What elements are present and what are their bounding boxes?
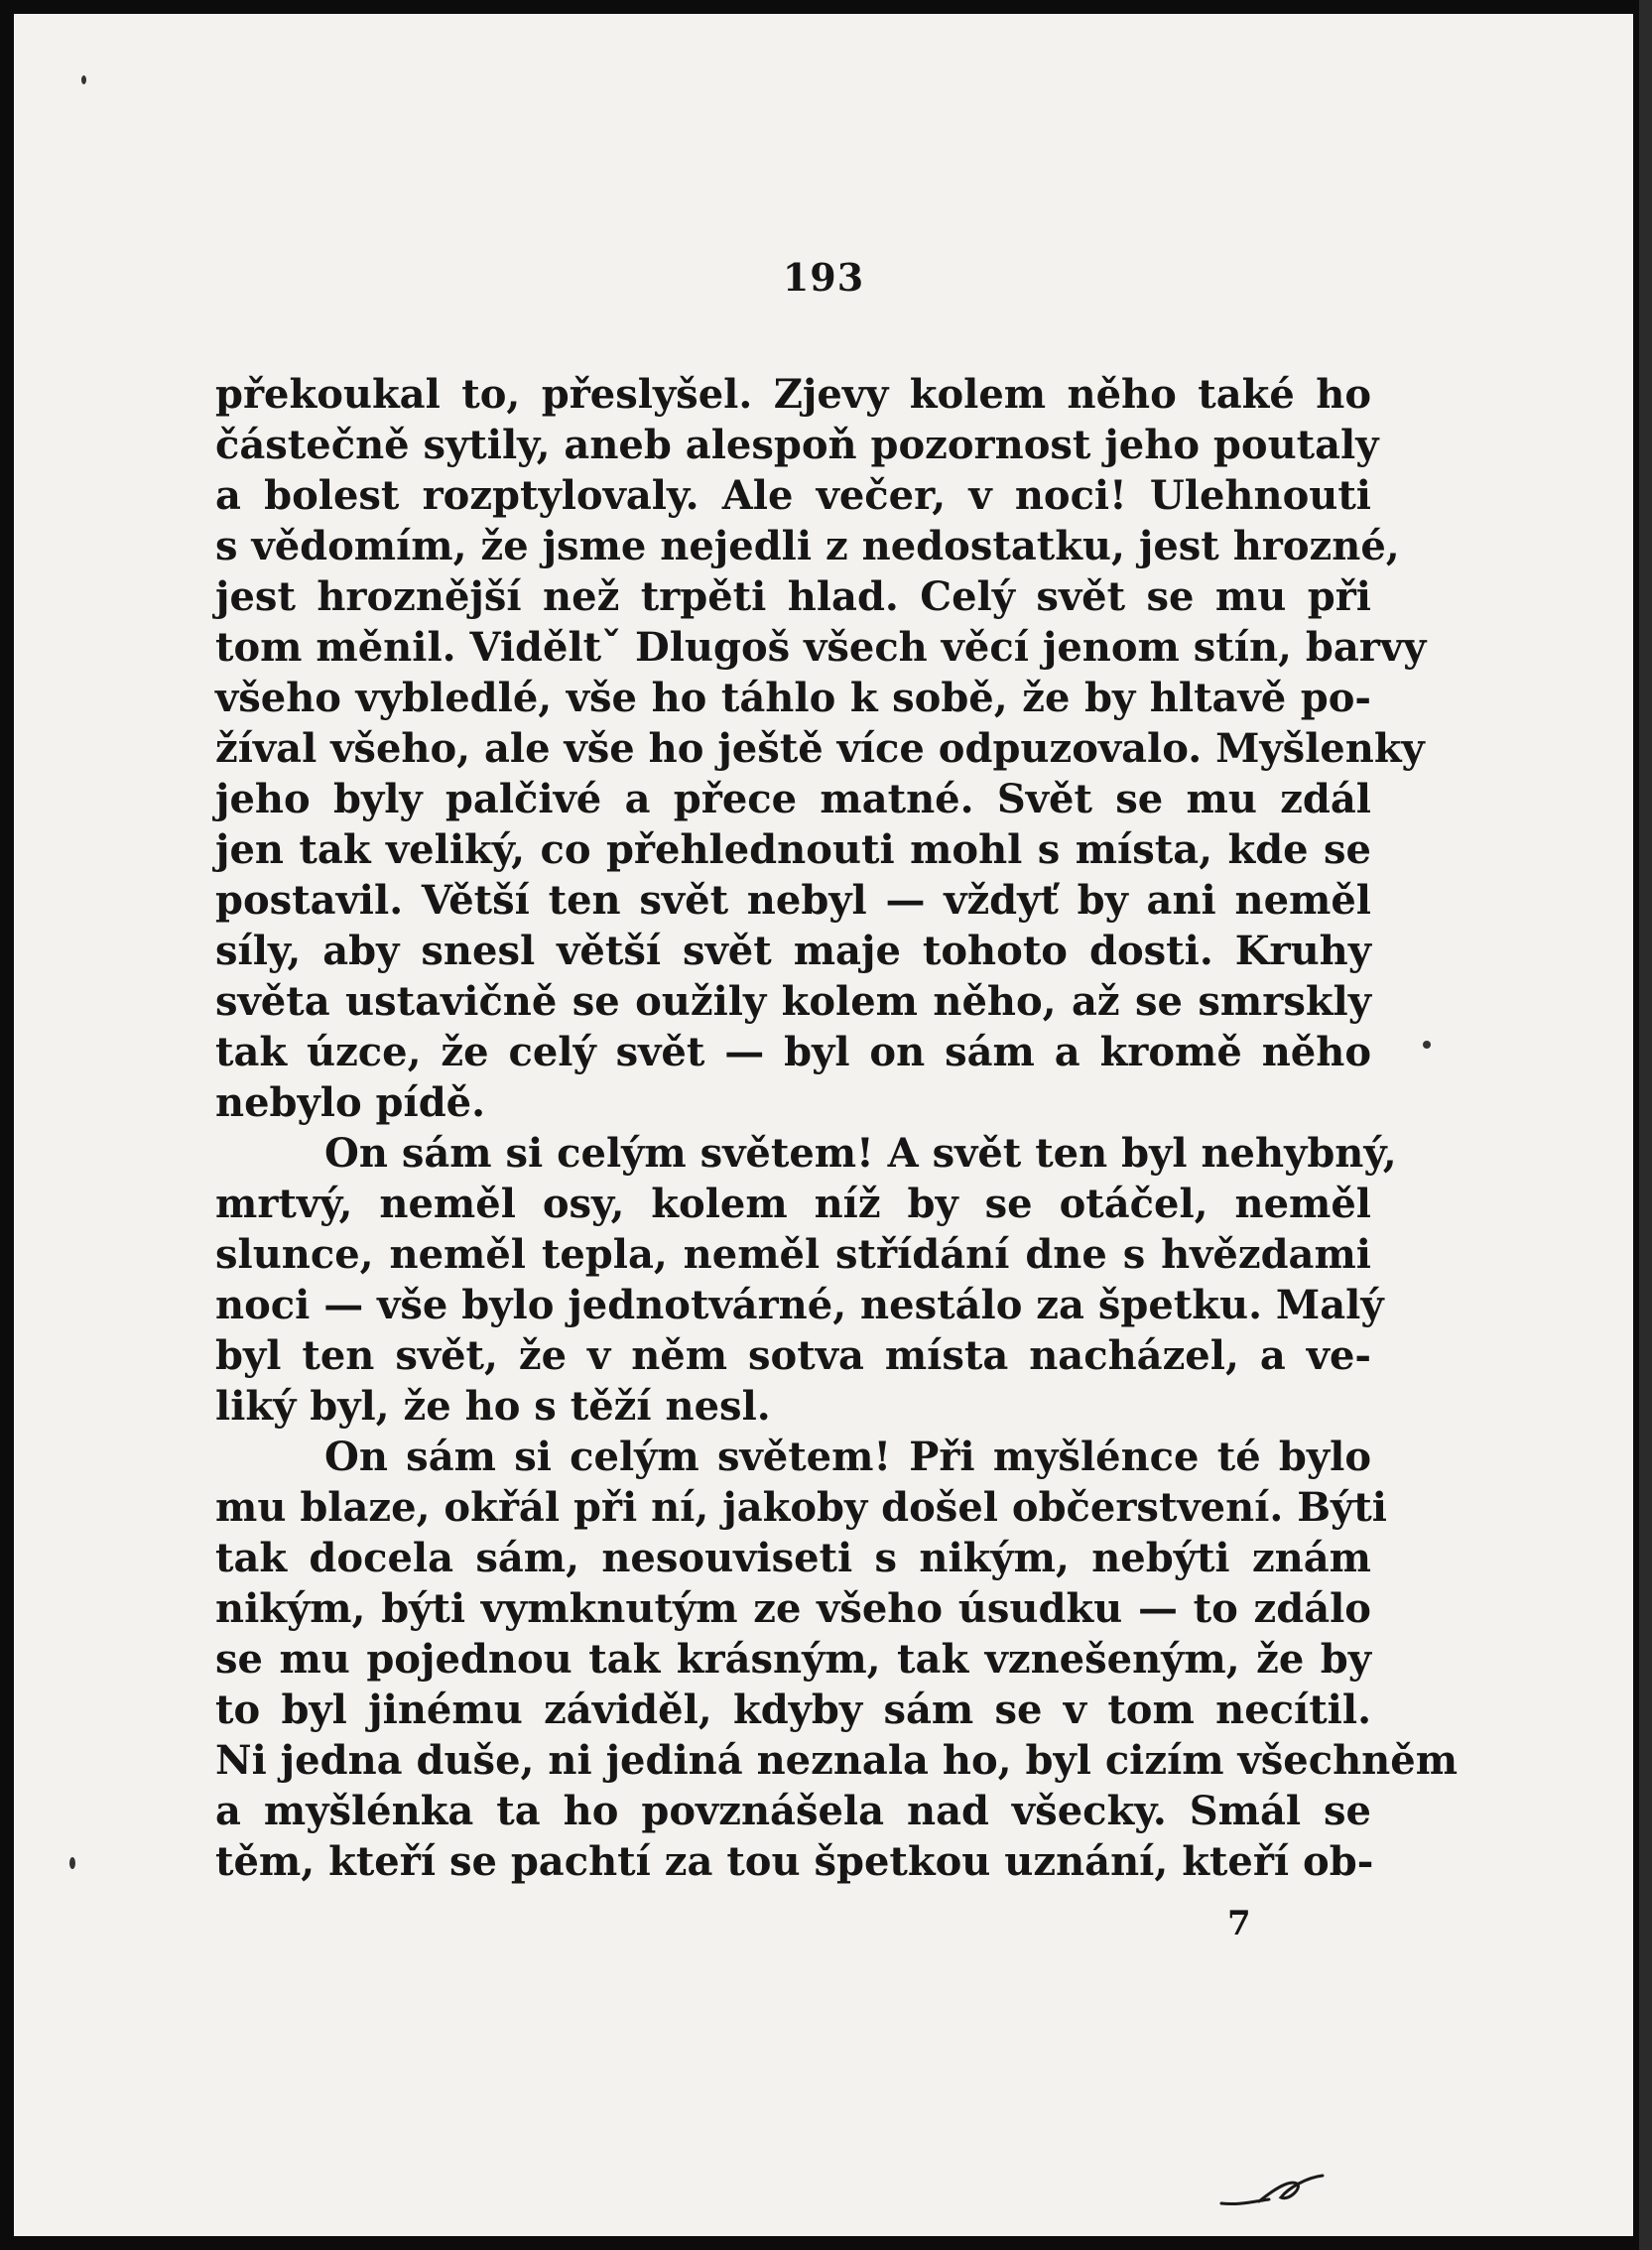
body-text xyxy=(215,369,1459,1887)
text-line: noci — vše bylo jednotvárné, nestálo za špetku. Malý xyxy=(215,1282,1384,1328)
text-line: všeho vybledlé, vše ho táhlo k sobě, že by hltavě po- xyxy=(215,675,1371,721)
text-line: tom měnil. Viděltˇ Dlugoš všech věcí jenom stín, barvy xyxy=(215,624,1427,671)
text-line: tak úzce, že celý svět — byl on sám a kromě něho xyxy=(215,1029,1371,1075)
text-line: slunce, neměl tepla, neměl střídání dne s hvězdami xyxy=(215,1231,1371,1278)
text-line: síly, aby snesl větší svět maje tohoto dosti. Kruhy xyxy=(215,928,1371,974)
text-line: mrtvý, neměl osy, kolem níž by se otáčel, neměl xyxy=(215,1181,1371,1227)
book-page xyxy=(14,14,1633,2236)
signature-mark: 7 xyxy=(1227,1904,1251,1943)
text-line: to byl jinému záviděl, kdyby sám se v tom necítil. xyxy=(215,1687,1371,1733)
text-line: překoukal to, přeslyšel. Zjevy kolem něho také ho xyxy=(215,371,1371,418)
text-line: On sám si celým světem! A svět ten byl nehybný, xyxy=(324,1130,1397,1177)
text-line: nebylo pídě. xyxy=(215,1079,486,1126)
text-line: jest hroznější než trpěti hlad. Celý svět se mu při xyxy=(215,573,1371,620)
text-line: byl ten svět, že v něm sotva místa nacházel, a ve- xyxy=(215,1332,1371,1379)
text-line: postavil. Větší ten svět nebyl — vždyť by ani neměl xyxy=(215,877,1371,924)
text-line: Ni jedna duše, ni jediná neznala ho, byl cizím všechněm xyxy=(215,1737,1459,1784)
text-line: jen tak veliký, co přehlednouti mohl s místa, kde se xyxy=(215,826,1371,873)
speck-mark xyxy=(81,75,86,84)
text-line: a myšlénka ta ho povznášela nad všecky. Smál se xyxy=(215,1788,1371,1834)
text-line: se mu pojednou tak krásným, tak vznešeným, že by xyxy=(215,1636,1371,1683)
text-line: a bolest rozptylovaly. Ale večer, v noci! Ulehnouti xyxy=(215,472,1371,519)
handwritten-mark xyxy=(1219,2172,1329,2211)
speck-mark xyxy=(1423,1041,1431,1049)
text-line: mu blaze, okřál při ní, jakoby došel občerstvení. Býti xyxy=(215,1484,1387,1531)
text-line: liký byl, že ho s těží nesl. xyxy=(215,1383,771,1430)
text-line: částečně sytily, aneb alespoň pozornost jeho poutaly xyxy=(215,422,1379,468)
speck-mark xyxy=(69,1857,75,1869)
text-line: nikým, býti vymknutým ze všeho úsudku — to zdálo xyxy=(215,1585,1371,1632)
text-line: jeho byly palčivé a přece matné. Svět se mu zdál xyxy=(215,776,1371,822)
text-line: žíval všeho, ale vše ho ještě více odpuzovalo. Myšlenky xyxy=(215,725,1425,772)
page-number: 193 xyxy=(782,255,865,300)
text-line: tak docela sám, nesouviseti s nikým, nebýti znám xyxy=(215,1535,1371,1581)
text-line: s vědomím, že jsme nejedli z nedostatku, jest hrozné, xyxy=(215,523,1400,569)
text-line: těm, kteří se pachtí za tou špetkou uznání, kteří ob- xyxy=(215,1838,1374,1885)
text-line: On sám si celým světem! Při myšlénce té bylo xyxy=(324,1434,1371,1480)
text-line: světa ustavičně se oužily kolem něho, až se smrskly xyxy=(215,978,1371,1025)
page-edge-shadow xyxy=(1639,0,1652,2250)
